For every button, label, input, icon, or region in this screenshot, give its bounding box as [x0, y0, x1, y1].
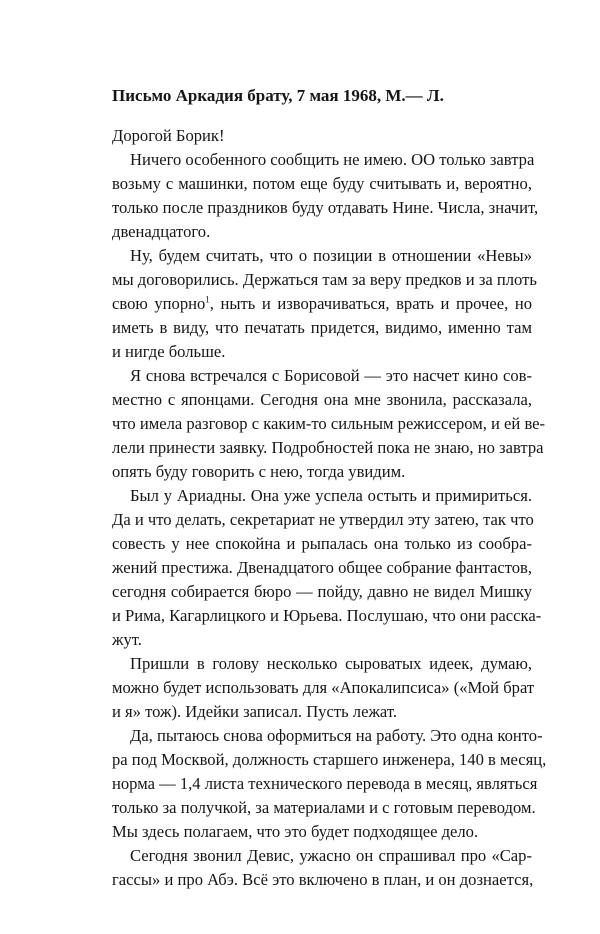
text-line: Ничего особенного сообщить не имею. ОО только завтра — [130, 150, 535, 169]
text-line: возьму с машинки, потом еще буду считывать и, вероятно, — [112, 174, 532, 193]
line-end: , ныть и изворачиваться, врать и прочее, но — [209, 294, 532, 313]
text-line: Сегодня звонил Девис, ужасно он спрашивал про «Сар- — [130, 846, 532, 865]
text-line: Пришли в голову несколько сыроватых идеек, думаю, — [130, 654, 532, 673]
text-line: Был у Ариадны. Она уже успела остыть и примириться. — [130, 486, 532, 505]
text-line: и нигде больше. — [112, 342, 226, 361]
text-line: Мы здесь полагаем, что это будет подходящее дело. — [112, 822, 479, 841]
text-line: только за получкой, за материалами и с готовым переводом. — [112, 798, 536, 817]
text-line: норма — 1,4 листа технического перевода в месяц, являться — [112, 774, 538, 793]
text-line: что имела разговор с каким-то сильным режиссером, и ей ве- — [112, 414, 546, 433]
text-line: сегодня собирается бюро — пойду, давно не видел Мишку — [112, 582, 532, 601]
text-line: гассы» и про Абэ. Всё это включено в план, и он дознается, — [112, 870, 534, 889]
text-line: опять буду говорить с нею, тогда увидим. — [112, 462, 406, 481]
text-line-with-footnote — [112, 292, 532, 316]
text-line: местно с японцами. Сегодня она мне звонила, рассказала, — [112, 390, 532, 409]
text-line: иметь в виду, что печатать придется, видимо, именно там — [112, 318, 532, 337]
line-start: свою упорно — [112, 294, 206, 313]
text-line: только после праздников буду отдавать Нине. Числа, значит, — [112, 198, 539, 217]
text-line: лели принести заявку. Подробностей пока не знаю, но завтра — [112, 438, 544, 457]
text-line: жений престижа. Двенадцатого общее собрание фантастов, — [112, 558, 533, 577]
text-line: жут. — [112, 630, 142, 649]
text-line: совесть у нее спокойна и рыпалась она только из сообра- — [112, 534, 532, 553]
text-line: Ну, будем считать, что о позиции в отношении «Невы» — [130, 246, 532, 265]
text-line: двенадцатого. — [112, 222, 211, 241]
book-page — [112, 0, 547, 934]
text-line: Я снова встречался с Борисовой — это насчет кино сов- — [130, 366, 532, 385]
text-line: Да, пытаюсь снова оформиться на работу. Это одна конто- — [130, 726, 543, 745]
text-line: и Рима, Кагарлицкого и Юрьева. Послушаю, что они расска- — [112, 606, 542, 625]
salutation: Дорогой Борик! — [112, 126, 225, 145]
text-line: ра под Москвой, должность старшего инженера, 140 в месяц, — [112, 750, 547, 769]
text-line: Да и что делать, секретариат не утвердил эту затею, так что — [112, 510, 534, 529]
text-line: и я» тож). Идейки записал. Пусть лежат. — [112, 702, 398, 721]
letter-title: Письмо Аркадия брату, 7 мая 1968, М.— Л. — [112, 86, 444, 105]
footnote-marker: 1 — [205, 294, 210, 305]
text-line: мы договорились. Держаться там за веру предков и за плоть — [112, 270, 537, 289]
text-line: можно будет использовать для «Апокалипсиса» («Мой брат — [112, 678, 535, 697]
